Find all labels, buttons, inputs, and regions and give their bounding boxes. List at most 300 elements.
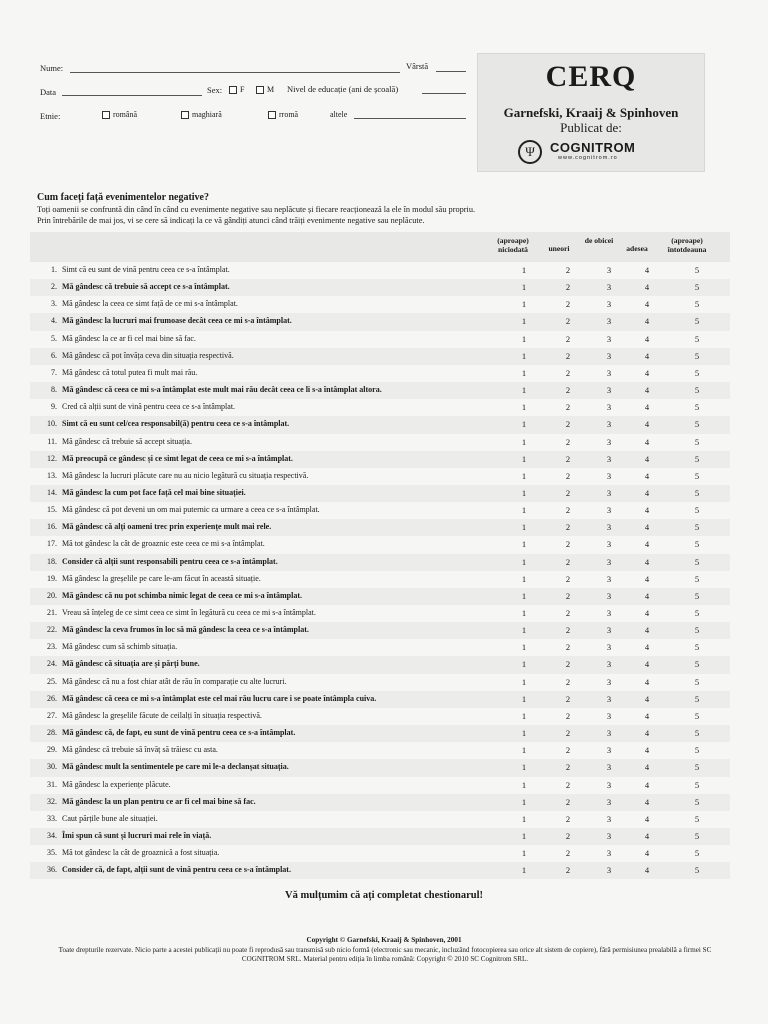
- item-number: 6.: [51, 350, 57, 360]
- score-option-4[interactable]: 4: [644, 728, 650, 739]
- score-option-5[interactable]: 5: [694, 419, 700, 430]
- item-row: [30, 639, 730, 656]
- item-text: Mă gândesc că totul putea fi mult mai rău.: [62, 367, 198, 377]
- item-row: [30, 434, 730, 451]
- score-option-1[interactable]: 1: [521, 762, 527, 773]
- score-option-1[interactable]: 1: [521, 522, 527, 533]
- item-row: [30, 554, 730, 571]
- item-text: Mă gândesc că pot învăța ceva din situația respectivă.: [62, 350, 234, 360]
- score-option-3[interactable]: 3: [606, 762, 612, 773]
- score-option-5[interactable]: 5: [694, 676, 700, 687]
- item-row: [30, 502, 730, 519]
- score-option-3[interactable]: 3: [606, 333, 612, 344]
- score-option-3[interactable]: 3: [606, 402, 612, 413]
- score-option-5[interactable]: 5: [694, 367, 700, 378]
- option-label: română: [113, 110, 137, 119]
- item-text: Mă tot gândesc la cât de groaznică a fost situația.: [62, 848, 220, 858]
- ethnicity-other-field[interactable]: [354, 118, 466, 119]
- score-option-5[interactable]: 5: [694, 590, 700, 601]
- score-option-3[interactable]: 3: [606, 367, 612, 378]
- score-option-4[interactable]: 4: [644, 556, 650, 567]
- sex-m-label: M: [267, 85, 275, 94]
- score-option-5[interactable]: 5: [694, 385, 700, 396]
- score-option-3[interactable]: 3: [606, 522, 612, 533]
- score-option-4[interactable]: 4: [644, 265, 650, 275]
- item-row: [30, 759, 730, 776]
- score-option-2[interactable]: 2: [565, 556, 571, 567]
- item-text: Mă gândesc că ceea ce mi s-a întâmplat este cel mai rău lucru care i se poate întâmpla cuiva.: [62, 693, 377, 703]
- score-option-1[interactable]: 1: [521, 693, 527, 704]
- score-option-2[interactable]: 2: [565, 762, 571, 773]
- score-option-1[interactable]: 1: [521, 419, 527, 430]
- brand-authors: Garnefski, Kraaij & Spinhoven: [503, 105, 679, 120]
- score-option-1[interactable]: 1: [521, 539, 527, 550]
- score-option-5[interactable]: 5: [694, 710, 700, 721]
- item-number: 17.: [47, 539, 57, 549]
- item-text: Mă gândesc mult la sentimentele pe care mi le-a declanșat situația.: [62, 762, 289, 772]
- item-row: [30, 382, 730, 399]
- score-option-2[interactable]: 2: [565, 659, 571, 670]
- score-option-5[interactable]: 5: [694, 573, 700, 584]
- item-number: 27.: [47, 710, 57, 720]
- scale-header-4: adesea: [626, 244, 648, 253]
- item-number: 5.: [51, 333, 57, 343]
- score-option-2[interactable]: 2: [565, 813, 571, 824]
- item-row: [30, 571, 730, 588]
- score-option-4[interactable]: 4: [644, 710, 650, 721]
- score-option-4[interactable]: 4: [644, 436, 650, 447]
- score-option-4[interactable]: 4: [644, 608, 650, 618]
- score-option-5[interactable]: 5: [694, 728, 700, 739]
- score-option-1[interactable]: 1: [521, 556, 527, 567]
- item-row: [30, 622, 730, 639]
- score-option-4[interactable]: 4: [644, 762, 650, 773]
- item-number: 16.: [47, 522, 57, 532]
- score-option-1[interactable]: 1: [521, 265, 527, 275]
- score-option-2[interactable]: 2: [565, 796, 571, 807]
- score-option-3[interactable]: 3: [606, 625, 612, 636]
- score-option-1[interactable]: 1: [521, 282, 527, 293]
- score-option-2[interactable]: 2: [565, 745, 571, 756]
- score-option-3[interactable]: 3: [606, 265, 612, 275]
- score-option-5[interactable]: 5: [694, 848, 700, 859]
- score-option-3[interactable]: 3: [606, 830, 612, 841]
- score-option-2[interactable]: 2: [565, 333, 571, 344]
- scale-header-3: de obicei: [584, 236, 614, 245]
- score-option-5[interactable]: 5: [694, 642, 700, 653]
- score-option-5[interactable]: 5: [694, 436, 700, 447]
- score-option-3[interactable]: 3: [606, 419, 612, 430]
- brand-title: CERQ: [545, 60, 637, 93]
- score-option-1[interactable]: 1: [521, 745, 527, 756]
- score-option-2[interactable]: 2: [565, 487, 571, 498]
- score-option-4[interactable]: 4: [644, 402, 650, 413]
- item-row: [30, 811, 730, 828]
- score-option-5[interactable]: 5: [694, 865, 700, 876]
- scale-header-1: (aproape) niciodată: [497, 236, 529, 254]
- score-option-2[interactable]: 2: [565, 522, 571, 533]
- brand-box: [477, 53, 705, 172]
- score-option-3[interactable]: 3: [606, 556, 612, 567]
- education-field[interactable]: [422, 93, 466, 94]
- item-text: Mă gândesc la ce ar fi cel mai bine să fac.: [62, 333, 196, 343]
- age-field[interactable]: [436, 71, 466, 72]
- score-option-5[interactable]: 5: [694, 282, 700, 293]
- item-number: 10.: [47, 419, 57, 429]
- score-option-2[interactable]: 2: [565, 779, 571, 790]
- ethnicity-label: Etnie:: [40, 111, 61, 121]
- item-number: 21.: [47, 608, 57, 617]
- score-option-3[interactable]: 3: [606, 608, 612, 618]
- score-option-1[interactable]: 1: [521, 625, 527, 636]
- score-option-5[interactable]: 5: [694, 487, 700, 498]
- item-text: Mă gândesc că trebuie să învăț să trăiesc cu asta.: [62, 745, 218, 755]
- score-option-5[interactable]: 5: [694, 779, 700, 790]
- item-text: Simt că eu sunt de vină pentru ceea ce s-a întâmplat.: [62, 265, 230, 274]
- item-row: [30, 519, 730, 536]
- item-number: 12.: [47, 453, 57, 463]
- score-option-4[interactable]: 4: [644, 625, 650, 636]
- rights-notice: Toate drepturile rezervate. Nicio parte a acestei publicații nu poate fi reprodusă sau transmisă sub nicio formă (electronic sau mecanic, incluzând fotocopierea sau orice alt sistem de copiere), fără permisiunea prealabilă a firmei SC COGNITROM SRL. Material pentru ediția în limba română: Copyright © 2010 SC Cognitrom SRL.: [58, 946, 712, 963]
- score-option-5[interactable]: 5: [694, 796, 700, 807]
- score-option-2[interactable]: 2: [565, 419, 571, 430]
- sex-m-checkbox[interactable]: [256, 86, 264, 94]
- score-option-3[interactable]: 3: [606, 693, 612, 704]
- item-text: Mă gândesc că trebuie să accept ce s-a întâmplat.: [62, 282, 230, 292]
- score-option-1[interactable]: 1: [521, 350, 527, 361]
- item-number: 7.: [51, 367, 57, 377]
- score-option-1[interactable]: 1: [521, 590, 527, 601]
- item-number: 25.: [47, 676, 57, 686]
- score-option-1[interactable]: 1: [521, 453, 527, 464]
- item-row: [30, 348, 730, 365]
- item-number: 9.: [51, 402, 57, 412]
- item-number: 14.: [47, 487, 57, 497]
- option-label: maghiară: [192, 110, 222, 119]
- score-option-3[interactable]: 3: [606, 573, 612, 584]
- score-option-4[interactable]: 4: [644, 333, 650, 344]
- item-text: Mă gândesc la cum pot face față cel mai bine situației.: [62, 487, 246, 497]
- score-option-5[interactable]: 5: [694, 693, 700, 704]
- score-option-4[interactable]: 4: [644, 282, 650, 293]
- item-number: 32.: [47, 796, 57, 806]
- score-option-1[interactable]: 1: [521, 402, 527, 413]
- score-option-1[interactable]: 1: [521, 848, 527, 859]
- item-number: 35.: [47, 848, 57, 858]
- score-option-3[interactable]: 3: [606, 316, 612, 327]
- score-option-2[interactable]: 2: [565, 728, 571, 739]
- score-option-4[interactable]: 4: [644, 693, 650, 704]
- score-option-4[interactable]: 4: [644, 316, 650, 327]
- ethnicity-option-romana[interactable]: [102, 110, 137, 119]
- score-option-1[interactable]: 1: [521, 367, 527, 378]
- item-number: 2.: [51, 282, 57, 292]
- item-row: [30, 588, 730, 605]
- item-number: 22.: [47, 625, 57, 635]
- option-label: rromă: [279, 110, 299, 119]
- date-label: Data: [40, 87, 57, 97]
- score-option-3[interactable]: 3: [606, 848, 612, 859]
- score-option-5[interactable]: 5: [694, 522, 700, 533]
- item-text: Mă gândesc la lucruri plăcute care nu au nicio legătură cu situația respectivă.: [62, 470, 309, 480]
- item-number: 28.: [47, 728, 57, 738]
- score-option-3[interactable]: 3: [606, 865, 612, 876]
- item-number: 8.: [51, 385, 57, 395]
- item-text: Consider că, de fapt, alții sunt de vină pentru ceea ce s-a întâmplat.: [62, 865, 291, 875]
- score-option-1[interactable]: 1: [521, 676, 527, 687]
- score-option-4[interactable]: 4: [644, 470, 650, 481]
- score-option-1[interactable]: 1: [521, 830, 527, 841]
- score-option-1[interactable]: 1: [521, 779, 527, 790]
- item-row: [30, 742, 730, 759]
- score-option-5[interactable]: 5: [694, 762, 700, 773]
- item-number: 20.: [47, 590, 57, 600]
- item-number: 26.: [47, 693, 57, 703]
- score-option-3[interactable]: 3: [606, 796, 612, 807]
- copyright-line: Copyright © Garnefski, Kraaij & Spinhoven, 2001: [306, 936, 462, 944]
- score-option-4[interactable]: 4: [644, 590, 650, 601]
- score-option-1[interactable]: 1: [521, 299, 527, 310]
- item-text: Caut părțile bune ale situației.: [62, 813, 158, 823]
- item-text: Mă gândesc că nu a fost chiar atât de rău în comparație cu alte lucruri.: [62, 676, 287, 686]
- score-option-3[interactable]: 3: [606, 487, 612, 498]
- score-option-4[interactable]: 4: [644, 848, 650, 859]
- score-option-5[interactable]: 5: [694, 608, 700, 618]
- score-option-5[interactable]: 5: [694, 299, 700, 310]
- score-option-5[interactable]: 5: [694, 265, 700, 275]
- score-option-1[interactable]: 1: [521, 865, 527, 876]
- score-option-1[interactable]: 1: [521, 573, 527, 584]
- item-text: Mă gândesc că, de fapt, eu sunt de vină pentru ceea ce s-a întâmplat.: [62, 728, 296, 738]
- score-option-3[interactable]: 3: [606, 282, 612, 293]
- score-option-4[interactable]: 4: [644, 367, 650, 378]
- score-option-4[interactable]: 4: [644, 830, 650, 841]
- date-field[interactable]: [62, 95, 202, 96]
- score-option-3[interactable]: 3: [606, 436, 612, 447]
- item-text: Mă gândesc la lucruri mai frumoase decât ceea ce mi s-a întâmplat.: [62, 316, 292, 326]
- score-option-1[interactable]: 1: [521, 796, 527, 807]
- item-text: Consider că alții sunt responsabili pentru ceea ce s-a întâmplat.: [62, 556, 278, 566]
- score-option-3[interactable]: 3: [606, 659, 612, 670]
- sex-f-option[interactable]: [229, 85, 244, 94]
- score-option-5[interactable]: 5: [694, 625, 700, 636]
- item-row: [30, 777, 730, 794]
- item-row: [30, 794, 730, 811]
- score-option-3[interactable]: 3: [606, 710, 612, 721]
- score-option-2[interactable]: 2: [565, 453, 571, 464]
- sex-f-label: F: [240, 85, 245, 94]
- item-text: Vreau să înțeleg de ce simt ceea ce simt în legătură cu ceea ce mi s-a întâmplat.: [62, 608, 316, 617]
- item-text: Mă gândesc la un plan pentru ce ar fi cel mai bine să fac.: [62, 796, 256, 806]
- score-option-3[interactable]: 3: [606, 728, 612, 739]
- item-row: [30, 416, 730, 433]
- score-option-5[interactable]: 5: [694, 505, 700, 516]
- score-option-2[interactable]: 2: [565, 710, 571, 721]
- score-option-1[interactable]: 1: [521, 436, 527, 447]
- item-number: 24.: [47, 659, 57, 669]
- score-option-5[interactable]: 5: [694, 402, 700, 413]
- score-option-1[interactable]: 1: [521, 385, 527, 396]
- score-option-4[interactable]: 4: [644, 505, 650, 516]
- score-option-2[interactable]: 2: [565, 642, 571, 653]
- item-text: Mă gândesc la ceva frumos în loc să mă gândesc la ceea ce s-a întâmplat.: [62, 625, 309, 635]
- score-option-4[interactable]: 4: [644, 350, 650, 361]
- score-option-2[interactable]: 2: [565, 693, 571, 704]
- score-option-2[interactable]: 2: [565, 505, 571, 516]
- score-option-3[interactable]: 3: [606, 590, 612, 601]
- item-text: Mă tot gândesc la cât de groaznic este ceea ce mi s-a întâmplat.: [62, 539, 265, 549]
- intro-line-1: Toți oamenii se confruntă din când în când cu evenimente negative sau neplăcute și fiecare reacționează la ele în modul său propriu.: [37, 205, 476, 214]
- score-option-1[interactable]: 1: [521, 608, 527, 618]
- score-option-3[interactable]: 3: [606, 779, 612, 790]
- score-option-5[interactable]: 5: [694, 333, 700, 344]
- item-number: 1.: [51, 265, 57, 274]
- score-option-3[interactable]: 3: [606, 642, 612, 653]
- score-option-5[interactable]: 5: [694, 745, 700, 756]
- score-option-2[interactable]: 2: [565, 539, 571, 550]
- item-text: Mă preocupă ce gândesc și ce simt legat de ceea ce mi s-a întâmplat.: [62, 453, 293, 463]
- name-label: Nume:: [40, 63, 64, 73]
- item-row: [30, 708, 730, 725]
- score-option-4[interactable]: 4: [644, 676, 650, 687]
- score-option-3[interactable]: 3: [606, 453, 612, 464]
- score-option-2[interactable]: 2: [565, 350, 571, 361]
- score-option-2[interactable]: 2: [565, 367, 571, 378]
- ethnicity-option-maghiara[interactable]: [181, 110, 222, 119]
- score-option-2[interactable]: 2: [565, 676, 571, 687]
- score-option-1[interactable]: 1: [521, 728, 527, 739]
- item-row: [30, 656, 730, 673]
- item-text: Mă gândesc că trebuie să accept situația.: [62, 436, 192, 446]
- name-field[interactable]: [70, 72, 400, 73]
- item-number: 31.: [47, 779, 57, 789]
- score-option-3[interactable]: 3: [606, 299, 612, 310]
- item-row: [30, 828, 730, 845]
- score-option-4[interactable]: 4: [644, 487, 650, 498]
- sex-f-checkbox[interactable]: [229, 86, 237, 94]
- score-option-4[interactable]: 4: [644, 419, 650, 430]
- sex-m-option[interactable]: [256, 85, 274, 94]
- item-row: [30, 279, 730, 296]
- score-option-5[interactable]: 5: [694, 830, 700, 841]
- score-option-3[interactable]: 3: [606, 813, 612, 824]
- item-number: 36.: [47, 865, 57, 875]
- score-option-2[interactable]: 2: [565, 385, 571, 396]
- item-row: [30, 845, 730, 862]
- score-option-5[interactable]: 5: [694, 470, 700, 481]
- item-number: 15.: [47, 505, 57, 515]
- section-heading: Cum faceți față evenimentelor negative?: [37, 192, 209, 203]
- score-option-2[interactable]: 2: [565, 265, 571, 275]
- score-option-2[interactable]: 2: [565, 848, 571, 859]
- item-text: Mă gândesc la greșelile pe care le-am făcut în această situație.: [62, 573, 261, 583]
- score-option-2[interactable]: 2: [565, 316, 571, 327]
- score-option-4[interactable]: 4: [644, 299, 650, 310]
- score-option-3[interactable]: 3: [606, 350, 612, 361]
- score-option-2[interactable]: 2: [565, 282, 571, 293]
- score-option-2[interactable]: 2: [565, 625, 571, 636]
- item-row: [30, 399, 730, 416]
- score-option-5[interactable]: 5: [694, 316, 700, 327]
- score-option-4[interactable]: 4: [644, 539, 650, 550]
- item-row: [30, 451, 730, 468]
- item-number: 3.: [51, 299, 57, 309]
- score-option-4[interactable]: 4: [644, 745, 650, 756]
- score-option-3[interactable]: 3: [606, 470, 612, 481]
- score-option-2[interactable]: 2: [565, 608, 571, 618]
- score-option-4[interactable]: 4: [644, 385, 650, 396]
- score-option-4[interactable]: 4: [644, 522, 650, 533]
- item-number: 11.: [47, 436, 57, 446]
- score-option-3[interactable]: 3: [606, 505, 612, 516]
- score-option-4[interactable]: 4: [644, 865, 650, 876]
- score-option-2[interactable]: 2: [565, 436, 571, 447]
- brand-published: Publicat de:: [560, 120, 622, 135]
- score-option-5[interactable]: 5: [694, 539, 700, 550]
- score-option-2[interactable]: 2: [565, 830, 571, 841]
- score-option-1[interactable]: 1: [521, 470, 527, 481]
- score-option-4[interactable]: 4: [644, 659, 650, 670]
- score-option-1[interactable]: 1: [521, 487, 527, 498]
- checkbox[interactable]: [102, 111, 110, 119]
- score-option-1[interactable]: 1: [521, 333, 527, 344]
- score-option-4[interactable]: 4: [644, 573, 650, 584]
- score-option-3[interactable]: 3: [606, 745, 612, 756]
- score-option-4[interactable]: 4: [644, 642, 650, 653]
- score-option-5[interactable]: 5: [694, 813, 700, 824]
- score-option-2[interactable]: 2: [565, 865, 571, 876]
- score-option-2[interactable]: 2: [565, 590, 571, 601]
- score-option-3[interactable]: 3: [606, 385, 612, 396]
- item-number: 30.: [47, 762, 57, 772]
- score-option-5[interactable]: 5: [694, 556, 700, 567]
- age-label: Vârstă: [406, 61, 429, 71]
- score-option-4[interactable]: 4: [644, 453, 650, 464]
- score-option-5[interactable]: 5: [694, 350, 700, 361]
- item-text: Mă gândesc la greșelile făcute de ceilalți în situația respectivă.: [62, 710, 262, 720]
- item-row: [30, 691, 730, 708]
- score-option-3[interactable]: 3: [606, 676, 612, 687]
- score-option-2[interactable]: 2: [565, 573, 571, 584]
- ethnicity-option-rroma[interactable]: [268, 110, 298, 119]
- score-option-4[interactable]: 4: [644, 813, 650, 824]
- score-option-2[interactable]: 2: [565, 402, 571, 413]
- ethnicity-option-altele: altele: [330, 110, 348, 119]
- thanks-message: Vă mulțumim că ați completat chestionarul!: [284, 890, 483, 901]
- scale-header-2: uneori: [548, 244, 570, 253]
- score-option-4[interactable]: 4: [644, 796, 650, 807]
- item-text: Mă gândesc că ceea ce mi s-a întâmplat este mult mai rău decât ceea ce li s-a întâmplat altora.: [62, 385, 382, 395]
- score-option-3[interactable]: 3: [606, 539, 612, 550]
- score-option-1[interactable]: 1: [521, 710, 527, 721]
- score-option-5[interactable]: 5: [694, 659, 700, 670]
- score-option-5[interactable]: 5: [694, 453, 700, 464]
- score-option-2[interactable]: 2: [565, 470, 571, 481]
- score-option-1[interactable]: 1: [521, 316, 527, 327]
- score-option-1[interactable]: 1: [521, 505, 527, 516]
- score-option-2[interactable]: 2: [565, 299, 571, 310]
- score-option-1[interactable]: 1: [521, 659, 527, 670]
- item-row: [30, 485, 730, 502]
- item-row: [30, 313, 730, 330]
- checkbox[interactable]: [268, 111, 276, 119]
- item-number: 13.: [47, 470, 57, 480]
- item-row: [30, 674, 730, 691]
- checkbox[interactable]: [181, 111, 189, 119]
- score-option-1[interactable]: 1: [521, 642, 527, 653]
- score-option-1[interactable]: 1: [521, 813, 527, 824]
- score-option-4[interactable]: 4: [644, 779, 650, 790]
